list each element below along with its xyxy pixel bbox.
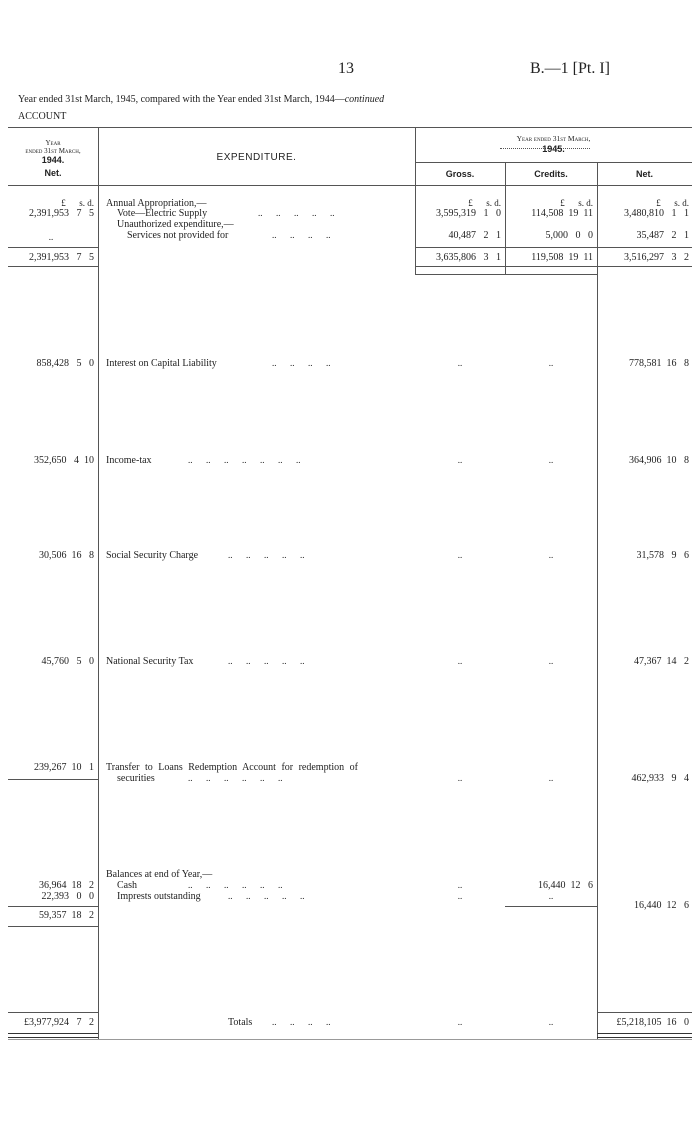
subtitle-main: Year ended 31st March, 1945, compared with the Year ended 31st March, 1944—: [18, 94, 345, 105]
income-tax-label: Income-tax: [106, 455, 152, 466]
units-gross: £ s. d.: [468, 198, 501, 208]
vote-gross: 3,595,319 1 0: [436, 208, 501, 219]
transfer-label-2: securities: [117, 773, 155, 784]
header-bottom-rule: [8, 185, 692, 186]
subtotal-bottom-rule-prev: [8, 266, 98, 267]
income-tax-credits-dots: ..: [548, 455, 554, 465]
cash-label: Cash: [117, 880, 137, 891]
income-tax-dots: .. .. .. .. .. .. ..: [188, 455, 301, 465]
social-security-net: 31,578 9 6: [636, 550, 689, 561]
cash-prev: 36,964 18 2: [39, 880, 94, 891]
interest-gross-dots: ..: [457, 358, 463, 368]
subtotal-rule-prev: [8, 247, 98, 248]
balances-subtotal-prev: 59,357 18 2: [39, 910, 94, 921]
subtotal-gross: 3,635,806 3 1: [436, 252, 501, 263]
national-security-prev: 45,760 5 0: [41, 656, 94, 667]
header-prev-year-l1: Year: [45, 139, 61, 147]
totals-top-rule-net: [597, 1012, 692, 1013]
page-reference: B.—1 [Pt. I]: [530, 60, 610, 77]
unauthorized-label: Unauthorized expenditure,—: [117, 219, 234, 230]
totals-double-rule-prev: [8, 1033, 98, 1038]
subtotal-credits: 119,508 19 11: [531, 252, 593, 263]
subtotal-close-rule: [415, 274, 597, 275]
header-cur-year-l1: Year ended 31st March,: [516, 134, 591, 143]
social-security-credits-dots: ..: [548, 550, 554, 560]
interest-dots: .. .. .. ..: [272, 358, 331, 368]
totals-label: Totals: [228, 1017, 253, 1028]
national-security-net: 47,367 14 2: [634, 656, 689, 667]
imprests-prev: 22,393 0 0: [41, 891, 94, 902]
social-security-label: Social Security Charge: [106, 550, 199, 561]
balances-net: 16,440 12 6: [634, 900, 689, 911]
balances-label: Balances at end of Year,—: [106, 869, 213, 880]
totals-net: £5,218,105 16 0: [616, 1017, 689, 1028]
national-security-credits-dots: ..: [548, 656, 554, 666]
national-security-dots: .. .. .. .. ..: [228, 656, 305, 666]
table-bottom-rule: [8, 1039, 692, 1040]
vote-net: 3,480,810 1 1: [624, 208, 689, 219]
header-prev-year-l2: ended 31st March,: [25, 147, 81, 155]
totals-double-rule-net: [597, 1033, 692, 1038]
imprests-dots: .. .. .. .. ..: [228, 891, 305, 901]
header-expenditure: EXPENDITURE.: [216, 152, 297, 163]
header-cur-year-l2: 1945.: [542, 144, 565, 154]
col-divider-prev: [98, 127, 99, 1039]
interest-label: Interest on Capital Liability: [106, 358, 217, 369]
header-credits: Credits.: [534, 169, 568, 179]
page-number: 13: [338, 60, 354, 77]
transfer-rule-prev: [8, 779, 98, 780]
vote-prev: 2,391,953 7 5: [29, 208, 94, 219]
interest-net: 778,581 16 8: [629, 358, 689, 369]
vote-dots: .. .. .. .. ..: [258, 208, 335, 218]
subtotal-bottom-rule-cur: [415, 266, 692, 267]
social-security-gross-dots: ..: [457, 550, 463, 560]
income-tax-gross-dots: ..: [457, 455, 463, 465]
totals-gross-dots: ..: [457, 1017, 463, 1027]
cash-dots: .. .. .. .. .. ..: [188, 880, 283, 890]
transfer-dots: .. .. .. .. .. ..: [188, 773, 283, 783]
header-prev-year-l3: 1944.: [41, 155, 65, 165]
services-label: Services not provided for: [127, 230, 229, 241]
vote-credits: 114,508 19 11: [531, 208, 593, 219]
social-security-prev: 30,506 16 8: [39, 550, 94, 561]
transfer-credits-dots: ..: [548, 773, 554, 783]
transfer-gross-dots: ..: [457, 773, 463, 783]
social-security-dots: .. .. .. .. ..: [228, 550, 305, 560]
table-top-rule: [8, 127, 692, 128]
totals-top-rule-prev: [8, 1012, 98, 1013]
services-net: 35,487 2 1: [636, 230, 689, 241]
income-tax-prev: 352,650 4 10: [34, 455, 94, 466]
transfer-prev: 239,267 10 1: [34, 762, 94, 773]
transfer-label-1: Transfer to Loans Redemption Account for redemption of: [106, 762, 358, 773]
units-prev: £ s. d.: [61, 198, 94, 208]
interest-prev: 858,428 5 0: [36, 358, 94, 369]
header-net: Net.: [635, 169, 653, 179]
subtitle: [18, 94, 384, 105]
header-gross: Gross.: [445, 169, 475, 179]
services-credits: 5,000 0 0: [545, 230, 593, 241]
cash-credits: 16,440 12 6: [538, 880, 593, 891]
services-gross: 40,487 2 1: [448, 230, 501, 241]
totals-credits-dots: ..: [548, 1017, 554, 1027]
services-prev: ..: [48, 232, 54, 242]
balances-bottom-rule-prev: [8, 926, 98, 927]
subtotal-prev: 2,391,953 7 5: [29, 252, 94, 263]
section-label: ACCOUNT: [18, 111, 67, 122]
services-dots: .. .. .. ..: [272, 230, 331, 240]
subtotal-net: 3,516,297 3 2: [624, 252, 689, 263]
balances-rule-credits: [505, 906, 597, 907]
subtitle-continued: continued: [344, 94, 385, 105]
header-mid-rule: [415, 162, 692, 163]
totals-dots: .. .. .. ..: [272, 1017, 331, 1027]
imprests-label: Imprests outstanding: [117, 891, 201, 902]
imprests-credits-dots: ..: [548, 891, 554, 901]
units-credits: £ s. d.: [560, 198, 593, 208]
subtotal-rule-cur: [415, 247, 692, 248]
balances-rule-prev: [8, 906, 98, 907]
transfer-net: 462,933 9 4: [631, 773, 689, 784]
vote-label: Vote—Electric Supply: [117, 208, 208, 219]
interest-credits-dots: ..: [548, 358, 554, 368]
annual-appropriation-label: Annual Appropriation,—: [106, 198, 207, 209]
header-prev-year-net: Net.: [44, 168, 62, 178]
national-security-label: National Security Tax: [106, 656, 194, 667]
imprests-gross-dots: ..: [457, 891, 463, 901]
cash-gross-dots: ..: [457, 880, 463, 890]
national-security-gross-dots: ..: [457, 656, 463, 666]
income-tax-net: 364,906 10 8: [629, 455, 689, 466]
units-net: £ s. d.: [656, 198, 689, 208]
totals-prev: £3,977,924 7 2: [24, 1017, 94, 1028]
